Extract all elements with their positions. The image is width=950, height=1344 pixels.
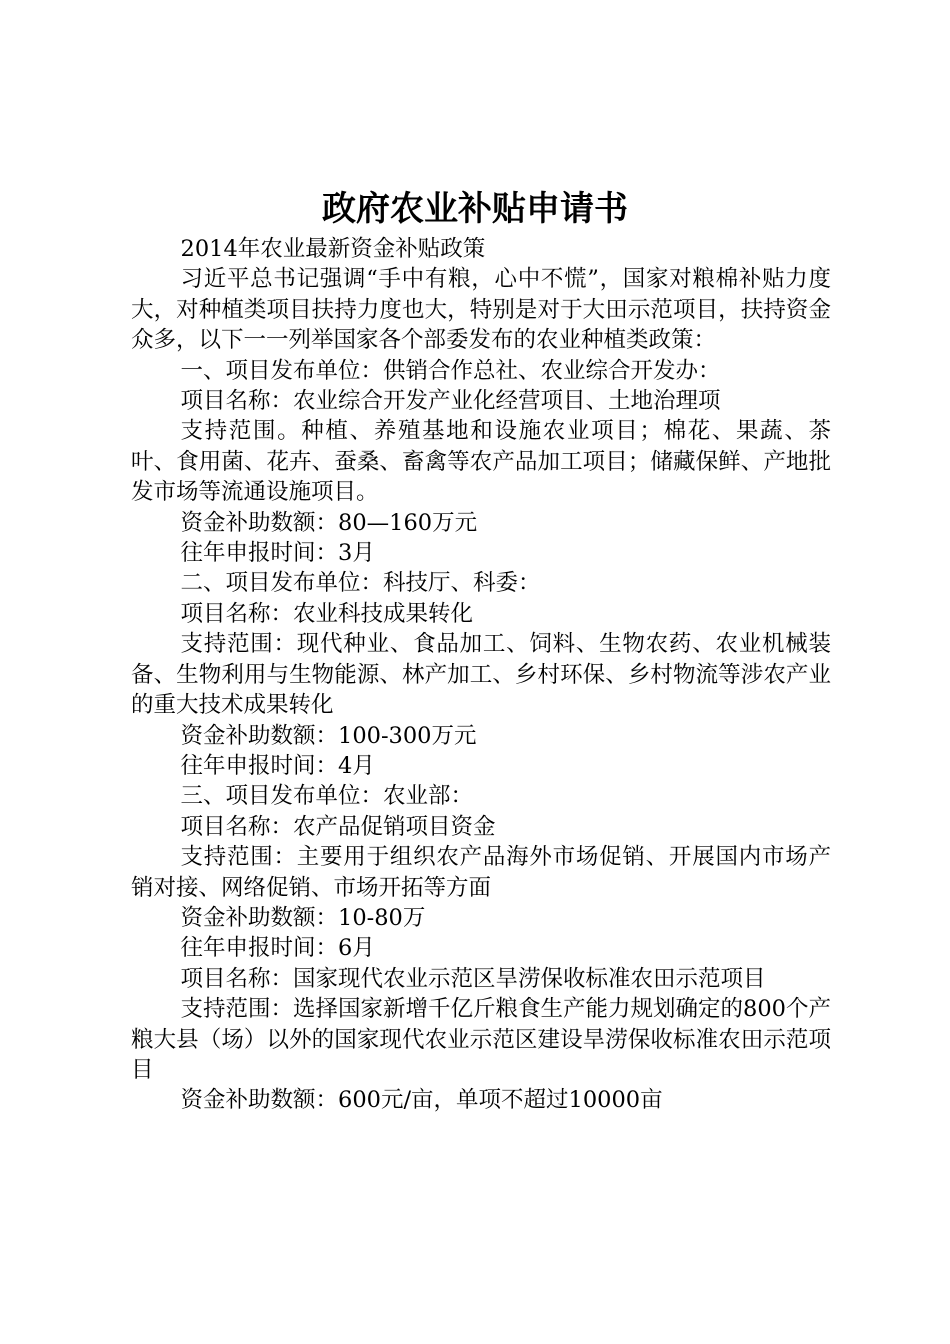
section-4-scope: 支持范围：选择国家新增千亿斤粮食生产能力规划确定的800个产粮大县（场）以外的国家现代农业示范区建设旱涝保收标准农田示范项目	[131, 996, 831, 1083]
document-title: 政府农业补贴申请书	[322, 189, 628, 229]
section-3-amount: 资金补助数额：10-80万	[180, 904, 426, 931]
section-3-scope: 支持范围：主要用于组织农产品海外市场促销、开展国内市场产销对接、网络促销、市场开拓等方面	[131, 844, 831, 901]
section-2-scope: 支持范围：现代种业、食品加工、饲料、生物农药、农业机械装备、生物利用与生物能源、林产加工、乡村环保、乡村物流等涉农产业的重大技术成果转化	[131, 631, 831, 719]
section-2-amount: 资金补助数额：100-300万元	[180, 722, 477, 749]
section-2-publisher: 二、项目发布单位：科技厅、科委：	[180, 570, 541, 597]
section-3-publisher: 三、项目发布单位：农业部：	[180, 783, 474, 810]
section-2-time: 往年申报时间：4月	[180, 752, 375, 779]
section-1-time: 往年申报时间：3月	[180, 540, 375, 567]
section-3-project-name: 项目名称：农产品促销项目资金	[180, 813, 496, 840]
section-4-amount: 资金补助数额：600元/亩，单项不超过10000亩	[180, 1087, 663, 1114]
paragraph-intro: 习近平总书记强调“手中有粮，心中不慌”，国家对粮棉补贴力度大，对种植类项目扶持力度也大，特别是对于大田示范项目，扶持资金众多，以下一一列举国家各个部委发布的农业种植类政策：	[131, 266, 831, 354]
section-3-time: 往年申报时间：6月	[180, 935, 375, 962]
section-4-project-name: 项目名称：国家现代农业示范区旱涝保收标准农田示范项目	[180, 965, 766, 992]
document-body	[131, 234, 831, 1116]
section-1-scope: 支持范围。种植、养殖基地和设施农业项目；棉花、果蔬、茶叶、食用菌、花卉、蚕桑、畜禽等农产品加工项目；储藏保鲜、产地批发市场等流通设施项目。	[131, 418, 831, 506]
section-1-publisher: 一、项目发布单位：供销合作总社、农业综合开发办：	[180, 357, 721, 384]
section-1-amount: 资金补助数额：80—160万元	[180, 509, 478, 536]
paragraph-heading: 2014年农业最新资金补贴政策	[180, 236, 486, 262]
section-2-project-name: 项目名称：农业科技成果转化	[180, 600, 474, 627]
section-1-project-name: 项目名称：农业综合开发产业化经营项目、土地治理项	[180, 388, 721, 415]
